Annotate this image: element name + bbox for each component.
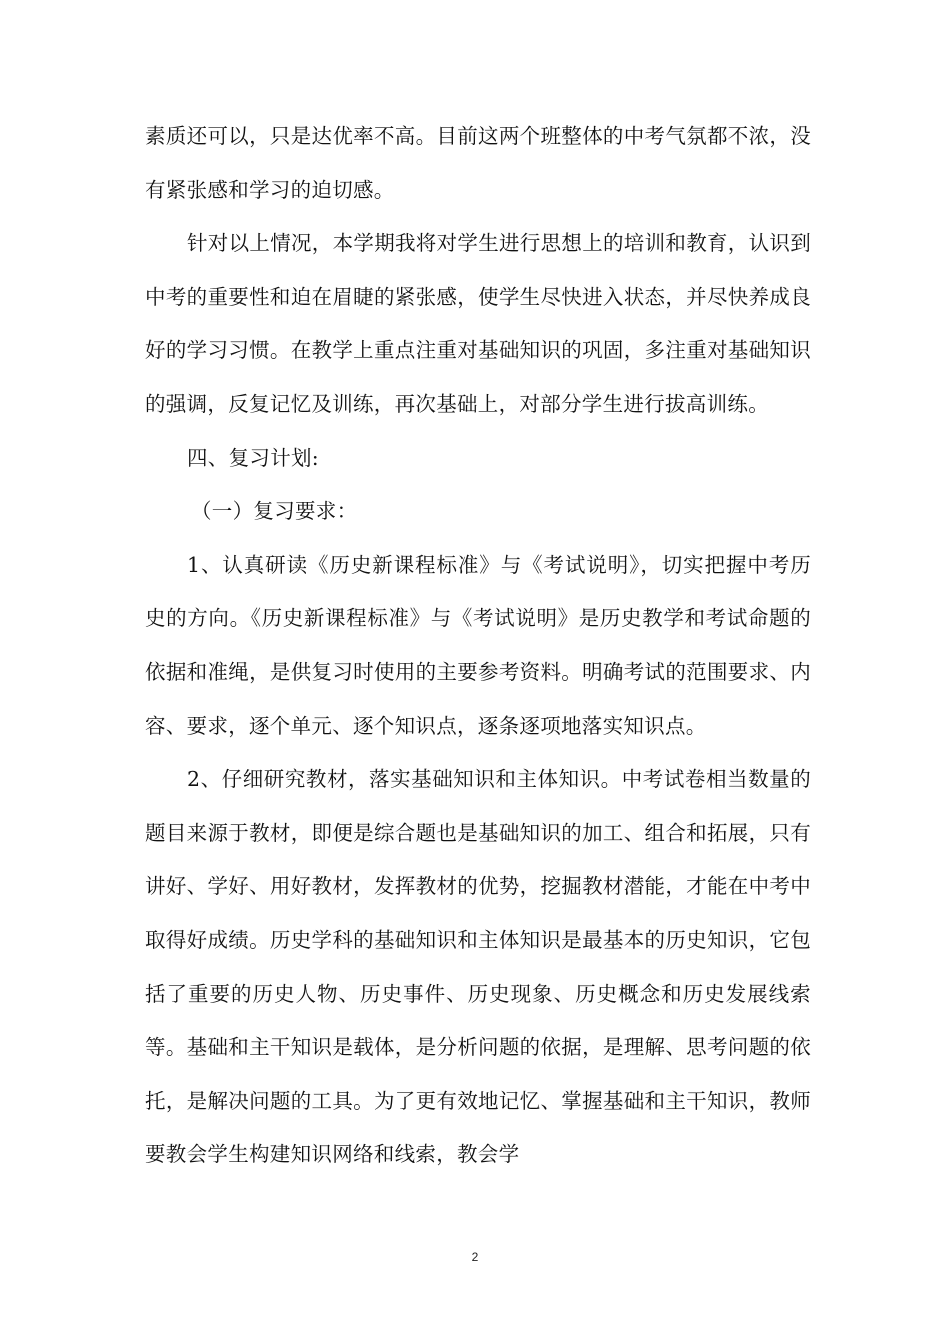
paragraph-continuation: 素质还可以，只是达优率不高。目前这两个班整体的中考气氛都不浓，没有紧张感和学习的迫切感。 (145, 124, 811, 202)
document-body (145, 110, 811, 1182)
subsection-heading-review-requirements: （一）复习要求： (191, 499, 358, 524)
page-number: 2 (471, 1250, 479, 1264)
paragraph-item-1: 1、认真研读《历史新课程标准》与《考试说明》，切实把握中考历史的方向。《历史新课程标准》与《考试说明》是历史教学和考试命题的依据和准绳，是供复习时使用的主要参考资料。明确考试的范围要求、内容、要求，逐个单元、逐个知识点，逐条逐项地落实知识点。 (145, 552, 811, 738)
section-heading-review-plan: 四、复习计划: (187, 445, 320, 470)
paragraph-item-2: 2、仔细研究教材，落实基础知识和主体知识。中考试卷相当数量的题目来源于教材，即便是综合题也是基础知识的加工、组合和拓展，只有讲好、学好、用好教材，发挥教材的优势，挖掘教材潜能，才能在中考中取得好成绩。历史学科的基础知识和主体知识是最基本的历史知识，它包括了重要的历史人物、历史事件、历史现象、历史概念和历史发展线索等。基础和主干知识是载体，是分析问题的依据，是理解、思考问题的依托，是解决问题的工具。为了更有效地记忆、掌握基础和主干知识，教师要教会学生构建知识网络和线索，教会学 (145, 767, 811, 1167)
paragraph-situation-response: 针对以上情况，本学期我将对学生进行思想上的培训和教育，认识到中考的重要性和迫在眉睫的紧张感，使学生尽快进入状态，并尽快养成良好的学习习惯。在教学上重点注重对基础知识的巩固，多注重对基础知识的强调，反复记忆及训练，再次基础上，对部分学生进行拔高训练。 (145, 231, 811, 416)
